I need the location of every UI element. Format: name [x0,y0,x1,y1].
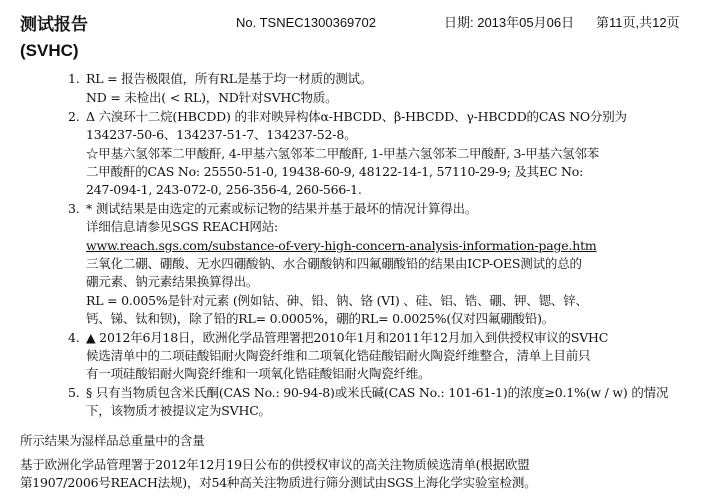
note-line: Δ 六溴环十二烷(HBCDD) 的非对映异构体α-HBCDD、β-HBCDD、γ-HBCDD的CAS NO分别为 [86,109,627,124]
note-line: 三氧化二硼、硼酸、无水四硼酸钠、水合硼酸钠和四氟硼酸铅的结果由ICP-OES测试的总的 [86,256,582,271]
page-indicator: 第11页,共12页 [596,15,680,30]
note-line: RL = 0.005%是针对元素 (例如钴、砷、铅、钠、铬 (VI) 、硅、铝、锆、硼、钾、锶、锌、 [86,293,588,308]
note-line: 候选清单中的二项硅酸铝耐火陶瓷纤维和二项氧化锆硅酸铝耐火陶瓷纤维整合，清单上目前只 [86,348,591,363]
report-subtitle: (SVHC) [20,41,79,60]
footer-line: 基于欧洲化学品管理署于2012年12月19日公布的供授权审议的高关注物质候选清单(根据欧盟 [20,457,530,472]
note-line: 二甲酸酐的CAS No: 25550-51-0, 19438-60-9, 48122-14-1, 57110-29-9; 及其EC No: [86,164,584,179]
note-line: § 只有当物质包含米氏酮(CAS No.: 90-94-8)或米氏碱(CAS No.: 101-61-1)的浓度≥0.1%(w / w) 的情况 [86,385,669,400]
note-line: 详细信息请参见SGS REACH网站: [86,219,279,234]
sgs-reach-link[interactable]: www.reach.sgs.com/substance-of-very-high-concern-analysis-information-page.htm [86,238,597,253]
note-line: 下，该物质才被提议定为SVHC。 [86,403,271,418]
note-line: RL = 报告极限值，所有RL是基于均一材质的测试。 [86,71,373,86]
report-number: No. TSNEC1300369702 [236,15,376,30]
note-number: 5. [68,385,80,400]
note-line: 有一项硅酸铝耐火陶瓷纤维和一项氧化锆硅酸铝耐火陶瓷纤维。 [86,366,431,381]
footer-line: 第1907/2006号REACH法规)，对54种高关注物质进行筛分测试由SGS上海化学实验室检测。 [20,475,537,490]
note-line: ▲ 2012年6月18日，欧洲化学品管理署把2010年1月和2011年12月加入到供授权审议的SVHC [86,330,609,345]
note-number: 3. [68,201,80,216]
note-line: 钙、锑、钛和钡)，除了铅的RL= 0.0005%，硼的RL= 0.0025%(仅对四氟硼酸铅)。 [86,311,555,326]
note-number: 2. [68,109,80,124]
note-number: 1. [68,71,80,86]
report-date: 日期: 2013年05月06日 [444,15,575,30]
note-line: * 测试结果是由选定的元素或标记物的结果并基于最坏的情况计算得出。 [86,201,478,216]
report-title: 测试报告 [20,15,88,34]
note-line: ND = 未检出( < RL)，ND针对SVHC物质。 [86,90,338,105]
note-line: 硼元素、钠元素结果换算得出。 [86,274,259,289]
footer-line: 所示结果为湿样品总重量中的含量 [20,433,205,448]
note-line: 134237-50-6、134237-51-7、134237-52-8。 [86,127,357,142]
note-line: 247-094-1, 243-072-0, 256-356-4, 260-566-1. [86,182,362,197]
note-line: ☆甲基六氢邻苯二甲酸酐, 4-甲基六氢邻苯二甲酸酐, 1-甲基六氢邻苯二甲酸酐, 3-甲基六氢邻苯 [86,146,600,161]
note-number: 4. [68,330,80,345]
